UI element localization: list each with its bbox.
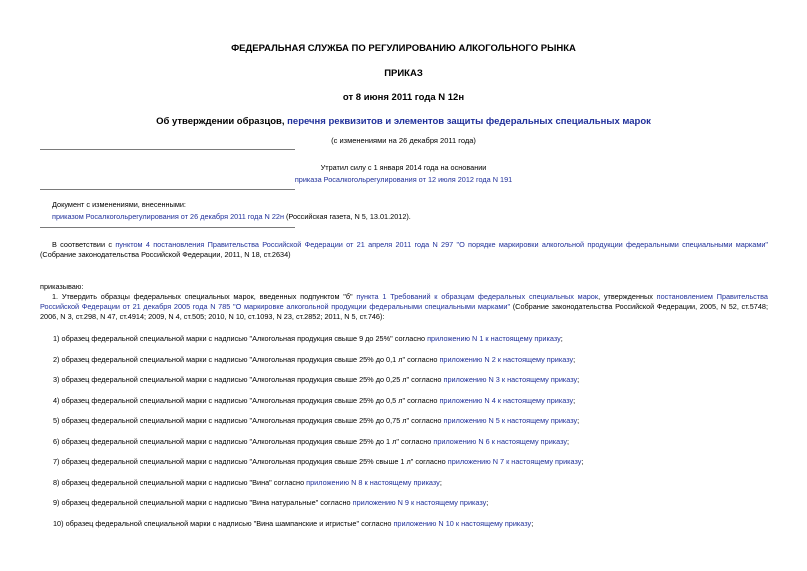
list-item-end: ;: [573, 355, 576, 364]
appendix-link[interactable]: приложению N 4 к настоящему приказу: [439, 396, 574, 405]
preamble-link[interactable]: пунктом 4 постановления Правительства Российской Федерации от 21 апреля 2011 года N 297 "О порядке маркировки алкогольной продукции федеральными специальными марками": [115, 240, 768, 249]
preamble-paragraph: [40, 240, 768, 260]
list-item-text: 1) образец федеральной специальной марки с надписью "Алкогольная продукция свыше 9 до 25%" согласно: [53, 334, 428, 343]
appendix-link[interactable]: приложению N 2 к настоящему приказу: [439, 355, 574, 364]
appendix-link[interactable]: приложению N 9 к настоящему приказу: [352, 498, 487, 507]
title-link[interactable]: перечня реквизитов и элементов защиты федеральных специальных марок: [287, 116, 651, 127]
amendments-line: [52, 212, 411, 222]
list-item-text: 3) образец федеральной специальной марки с надписью "Алкогольная продукция свыше 25% до 0,25 л" согласно: [53, 375, 444, 384]
list-item: [53, 478, 442, 488]
list-item-end: ;: [577, 375, 580, 384]
list-item: [53, 519, 533, 529]
agency-name: ФЕДЕРАЛЬНАЯ СЛУЖБА ПО РЕГУЛИРОВАНИЮ АЛКОГОЛЬНОГО РЫНКА: [231, 43, 576, 54]
list-item-end: ;: [531, 519, 534, 528]
appendix-link[interactable]: приложению N 3 к настоящему приказу: [443, 375, 578, 384]
list-item-text: 7) образец федеральной специальной марки с надписью "Алкогольная продукция свыше 25% свыше 1 л" согласно: [53, 457, 448, 466]
appendix-link[interactable]: приложению N 1 к настоящему приказу: [427, 334, 561, 343]
item-1-paragraph: [40, 292, 768, 322]
expiry-link[interactable]: приказа Росалкогольрегулирования от 12 июля 2012 года N 191: [294, 175, 513, 184]
item-1-text: 1. Утвердить образцы федеральных специальных марок, введенных подпунктом "б": [52, 292, 357, 301]
list-item-text: 4) образец федеральной специальной марки с надписью "Алкогольная продукция свыше 25% до 0,5 л" согласно: [53, 396, 440, 405]
list-item-end: ;: [560, 334, 563, 343]
list-item-text: 6) образец федеральной специальной марки с надписью "Алкогольная продукция свыше 25% до 1 л" согласно: [53, 437, 434, 446]
divider: [40, 189, 295, 190]
list-item: [53, 416, 579, 426]
item-1-link-requirements[interactable]: пункта 1 Требований к образцам федеральных специальных марок: [356, 292, 599, 301]
revision-note: (с изменениями на 26 декабря 2011 года): [331, 136, 476, 145]
appendix-link[interactable]: приложению N 7 к настоящему приказу: [447, 457, 582, 466]
list-item: [53, 334, 563, 344]
document-type: ПРИКАЗ: [384, 68, 423, 79]
amendments-link[interactable]: приказом Росалкогольрегулирования от 26 декабря 2011 года N 22н: [52, 212, 284, 221]
divider: [40, 227, 295, 228]
list-item: [53, 498, 488, 508]
title-prefix: Об утверждении образцов,: [156, 116, 288, 127]
appendix-link[interactable]: приложению N 5 к настоящему приказу: [443, 416, 578, 425]
appendix-link[interactable]: приложению N 10 к настоящему приказу: [393, 519, 532, 528]
list-item: [53, 375, 579, 385]
list-item: [53, 355, 575, 365]
list-item-text: 10) образец федеральной специальной марки с надписью "Вина шампанские и игристые" согласно: [53, 519, 394, 528]
list-item-end: ;: [573, 396, 576, 405]
list-item: [53, 396, 575, 406]
list-item-end: ;: [486, 498, 489, 507]
list-item-end: ;: [439, 478, 442, 487]
amendments-label: Документ с изменениями, внесенными:: [52, 200, 186, 209]
item-1-text-2: , утвержденных: [598, 292, 657, 301]
list-item: [53, 457, 583, 467]
expiry-line: Утратил силу с 1 января 2014 года на основании: [320, 163, 487, 172]
appendix-link[interactable]: приложению N 6 к настоящему приказу: [433, 437, 568, 446]
preamble-source: (Собрание законодательства Российской Федерации, 2011, N 18, ст.2634): [40, 250, 291, 259]
list-item-text: 2) образец федеральной специальной марки с надписью "Алкогольная продукция свыше 25% до 0,1 л" согласно: [53, 355, 440, 364]
preamble-text: В соответствии с: [52, 240, 116, 249]
list-item-end: ;: [567, 437, 570, 446]
list-item-text: 8) образец федеральной специальной марки с надписью "Вина" согласно: [53, 478, 307, 487]
list-item-text: 9) образец федеральной специальной марки с надписью "Вина натуральные" согласно: [53, 498, 353, 507]
divider: [40, 149, 295, 150]
document-title: [0, 116, 807, 127]
document-date-number: от 8 июня 2011 года N 12н: [342, 92, 465, 103]
item-1-link-resolution[interactable]: постановлением Правительства Российской Федерации от 21 декабря 2005 года N 785 "О маркировке алкогольной продукции федеральными специальными марками": [40, 292, 768, 311]
list-item-end: ;: [577, 416, 580, 425]
amendments-source: (Российская газета, N 5, 13.01.2012).: [283, 212, 411, 221]
list-item: [53, 437, 569, 447]
list-item-end: ;: [581, 457, 584, 466]
item-1-text-3: (Собрание законодательства Российской Федерации, 2005, N 52, ст.5748; 2006, N 3, ст.298, N 47, ст.4914; 2009, N 4, ст.505; 2010, N 10, ст.1093, N 23, ст.2852; 2011, N 5, ст.746):: [40, 302, 768, 321]
order-word: приказываю:: [40, 282, 84, 291]
appendix-link[interactable]: приложению N 8 к настоящему приказу: [306, 478, 440, 487]
list-item-text: 5) образец федеральной специальной марки с надписью "Алкогольная продукция свыше 25% до 0,75 л" согласно: [53, 416, 444, 425]
